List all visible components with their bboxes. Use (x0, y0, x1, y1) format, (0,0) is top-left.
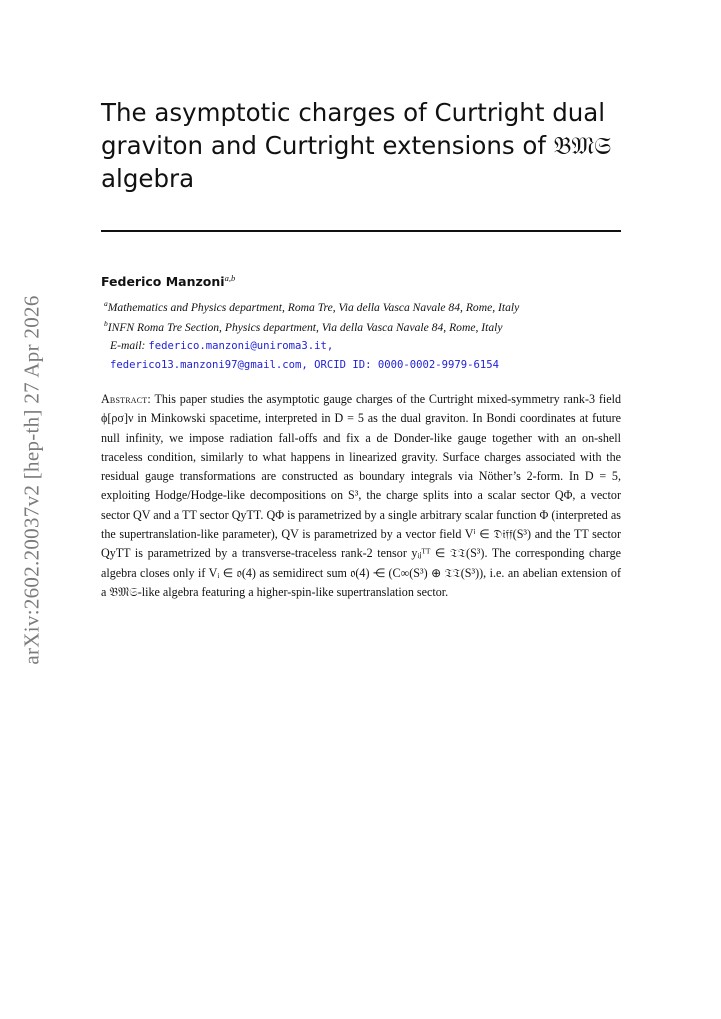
email-link-primary[interactable]: federico.manzoni@uniroma3.it, (148, 340, 334, 352)
abstract (101, 390, 621, 602)
contact-line (110, 339, 333, 352)
paper-title: The asymptotic charges of Curtright dual graviton and Curtright extensions of 𝔅𝔐𝔖 algebra (101, 98, 612, 193)
abstract-label: Abstract: (101, 392, 151, 406)
affiliation-b-mark: b (104, 319, 108, 328)
affiliation-b-text: INFN Roma Tre Section, Physics department, Via della Vasca Navale 84, Rome, Italy (107, 320, 503, 334)
abstract-text: This paper studies the asymptotic gauge charges of the Curtright mixed-symmetry rank-3 field ϕ[ρσ]ν in Minkowski spacetime, interpreted in D = 5 as the dual graviton. In Bondi coordinates at future null infinity, we impose radiation fall-offs and fix a de Donder-like gauge together with an on-shell traceless condition, similarly to what happens in linearized gravity. Surface charges associated with the residual gauge transformations are constructed as boundary integrals via Nöther’s 2-form. In D = 5, exploiting Hodge/Hodge-like decompositions on S³, the charge splits into a scalar sector QΦ, a vector sector QV and a TT sector QyTT. QΦ is parametrized by a single arbitrary scalar function Φ (interpreted as the supertranslation-like parameter), QV is parametrized by a vector field Vⁱ ∈ 𝔇𝔦𝔣𝔣(S³) and the TT sector QyTT is parametrized by a transverse-traceless rank-2 tensor yᵢⱼᵀᵀ ∈ 𝔗𝔗(S³). The corresponding charge algebra closes only if Vᵢ ∈ 𝔬(4) as semidirect sum 𝔬(4) ⋲ (C∞(S³) ⊕ 𝔗𝔗(S³)), i.e. an abelian extension of a 𝔅𝔐𝔖-like algebra featuring a higher-spin-like supertranslation sector. (101, 392, 621, 599)
arxiv-identifier: arXiv:2602.20037v2 [hep-th] 27 Apr 2026 (19, 295, 44, 665)
title-divider (101, 230, 621, 232)
author-name: Federico Manzoni (101, 274, 225, 290)
affiliation-b (104, 319, 503, 334)
affiliation-a (104, 299, 519, 314)
author-affiliation-marks: a,b (224, 273, 236, 283)
affiliation-a-text: Mathematics and Physics department, Roma Tre, Via della Vasca Navale 84, Rome, Italy (107, 300, 520, 314)
author-line (101, 273, 235, 289)
email-label: E-mail: (110, 339, 146, 352)
email-orcid-line[interactable]: federico13.manzoni97@gmail.com, ORCID ID: 0000-0002-9979-6154 (110, 359, 500, 371)
affiliation-a-mark: a (104, 299, 108, 308)
